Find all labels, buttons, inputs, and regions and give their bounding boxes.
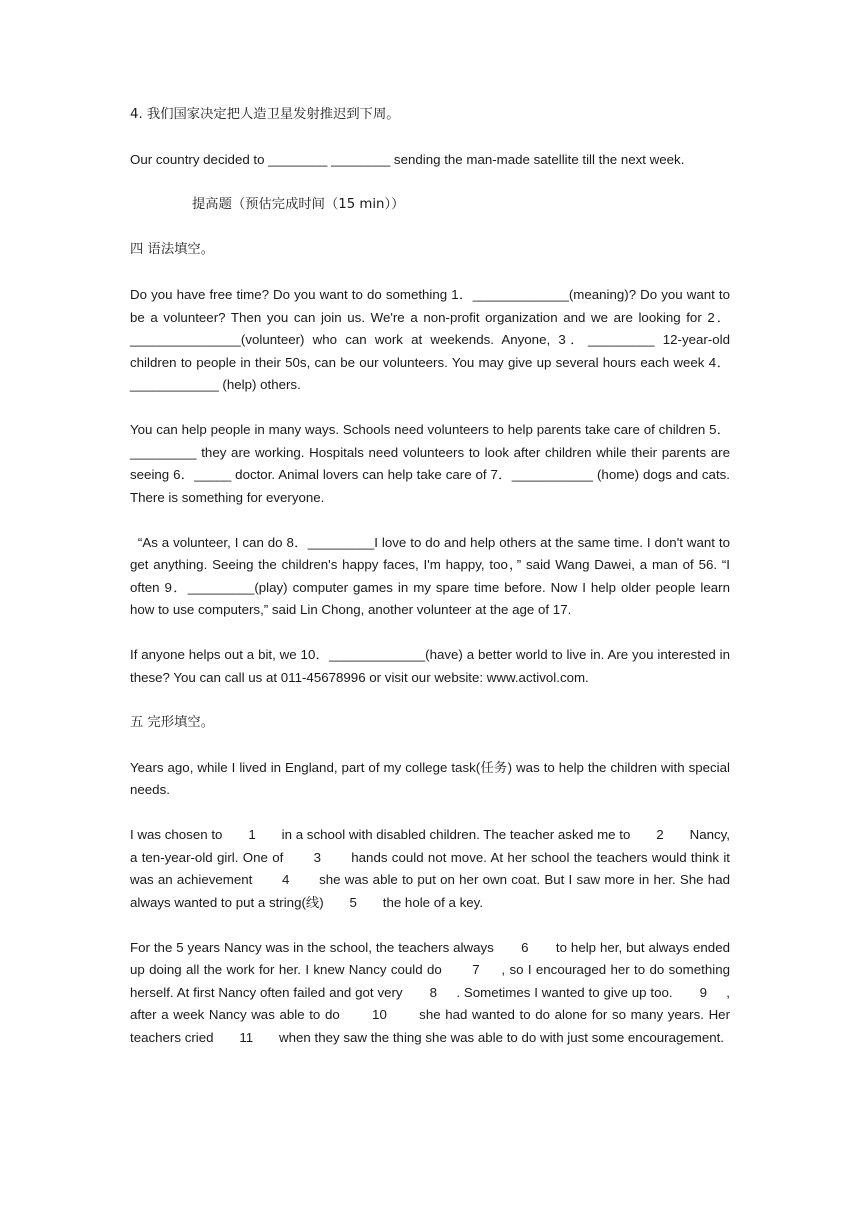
cloze-paragraph: I was chosen to 1 in a school with disabled children. The teacher asked me to 2 Nancy, a ten-year-old girl. One of 3 hands could not move. At her school the teachers would think it was an achievement 4 she was able to put on her own coat. But I saw more in her. She had always wanted to put a string(线) 5 the hole of a key.	[130, 827, 734, 910]
question-4-english: Our country decided to ________ ________ sending the man-made satellite till the next week.	[130, 152, 685, 167]
question-4-chinese: 4. 我们国家决定把人造卫星发射推迟到下周。	[130, 107, 400, 122]
document-page	[130, 104, 734, 1049]
grammar-paragraph: You can help people in many ways. Schools need volunteers to help parents take care of children 5．_________ they are working. Hospitals need volunteers to look after children while their parents are seeing 6．_____ doctor. Animal lovers can help take care of 7．___________ (home) dogs and cats. There is something for everyone.	[130, 422, 730, 505]
section-heading-cloze: 五 完形填空。	[130, 714, 215, 730]
cloze-paragraph: Years ago, while I lived in England, part of my college task(任务) was to help the children with special needs.	[130, 759, 730, 797]
section-heading-grammar: 四 语法填空。	[130, 242, 215, 257]
section-heading-improve: 提高题（预估完成时间（15 min））	[192, 197, 405, 212]
grammar-paragraph: “As a volunteer, I can do 8．_________I love to do and help others at the same time. I don't want to get anything. Seeing the children's happy faces, I'm happy, too，” said Wang Dawei, a man of 56. “I often 9．_________(play) computer games in my spare time before. Now I help older people learn how to use computers,” said Lin Chong, another volunteer at the age of 17.	[130, 534, 734, 617]
grammar-paragraph: If anyone helps out a bit, we 10．_____________(have) a better world to live in. Are you interested in these? You can call us at 011-45678996 or visit our website: www.activol.com.	[130, 647, 730, 685]
cloze-paragraph: For the 5 years Nancy was in the school, the teachers always 6 to help her, but always ended up doing all the work for her. I knew Nancy could do 7 , so I encouraged her to do something herself. At first Nancy often failed and got very 8 . Sometimes I wanted to give up too. 9 , after a week Nancy was able to do 10 she had wanted to do alone for so many years. Her teachers cried 11 when they saw the thing she was able to do with just some encouragement.	[130, 939, 734, 1045]
grammar-paragraph: Do you have free time? Do you want to do something 1．_____________(meaning)? Do you want to be a volunteer? Then you can join us. We're a non-profit organization and we are looking for 2．_______________(volunteer) who can work at weekends. Anyone, 3．_________ 12-year-old children to people in their 50s, can be our volunteers. You may give up several hours each week 4．____________ (help) others.	[130, 287, 730, 392]
